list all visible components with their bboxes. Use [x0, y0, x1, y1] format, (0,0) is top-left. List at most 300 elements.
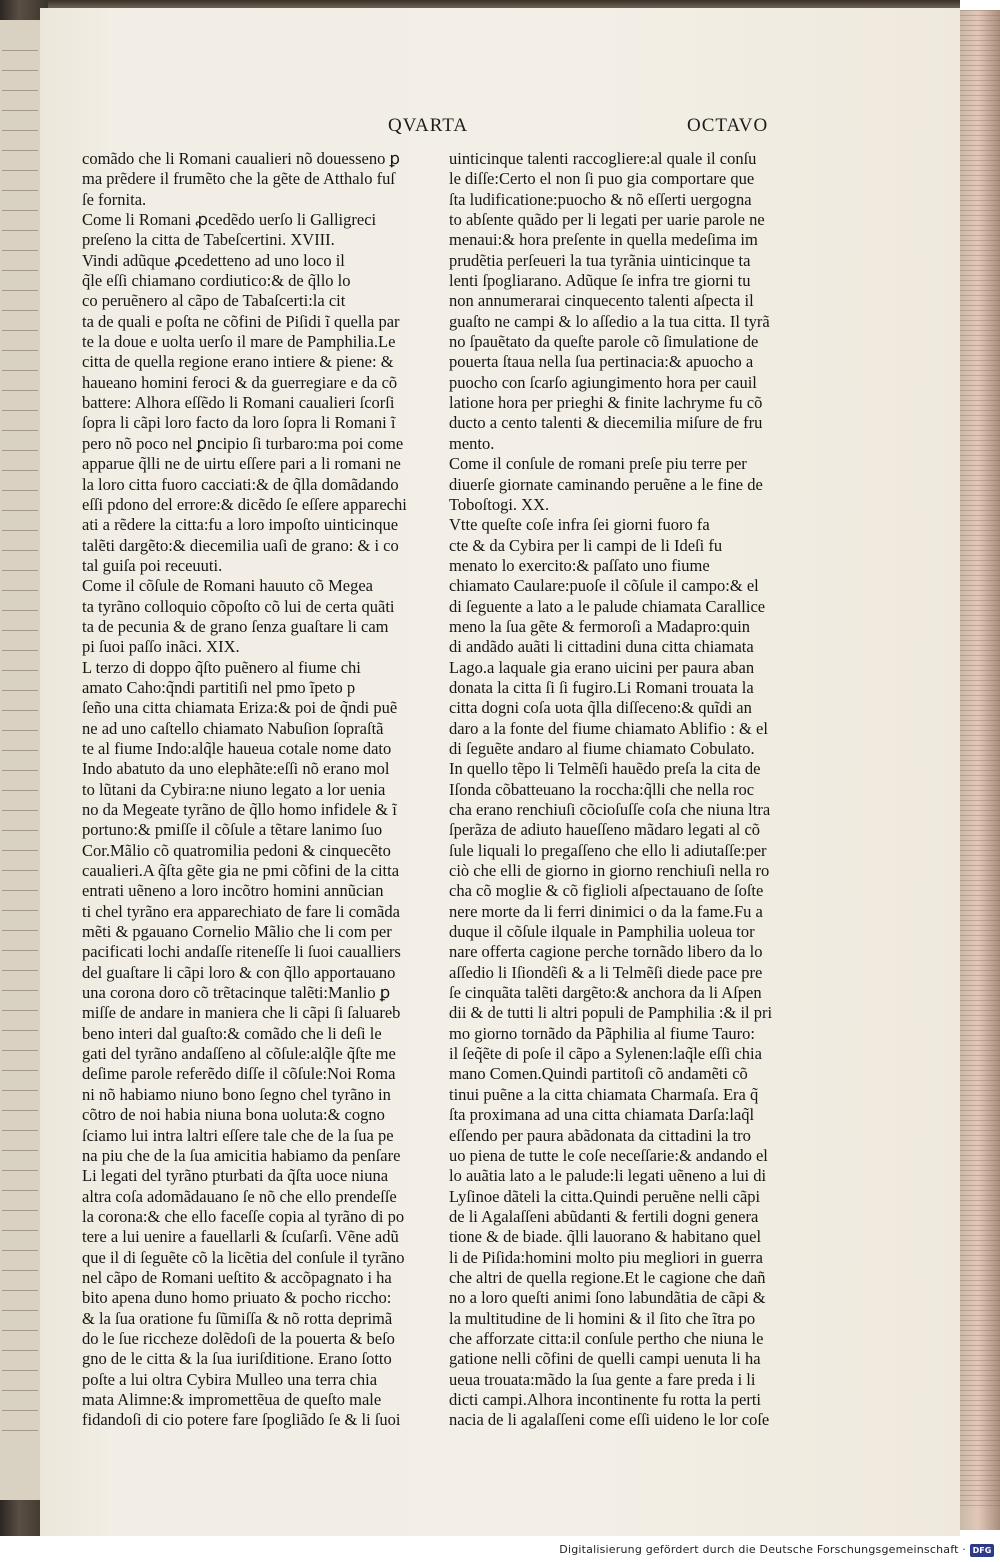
text-line: Cor.Mãlio cõ quatromilia pedoni & cinquecẽto [82, 840, 391, 860]
text-line: menaui:& hora preſente in quella medeſima im [449, 230, 758, 250]
page-edge-stripe [960, 65, 1000, 66]
page-edge-stripe [960, 30, 1000, 31]
ghost-text-line [2, 290, 38, 291]
text-line: to lũtani da Cybira:ne niuno legato a lor uenia [82, 779, 386, 799]
page-edge-stripe [960, 745, 1000, 746]
ghost-text-line [2, 430, 38, 431]
page-edge-stripe [960, 1410, 1000, 1411]
text-line: nacia de li agalaſſeni come eſſi uideno le lor coſe [449, 1410, 770, 1430]
page-edge-stripe [960, 780, 1000, 781]
page-edge-stripe [960, 600, 1000, 601]
page-edge-stripe [960, 1090, 1000, 1091]
page-edge-stripe [960, 105, 1000, 106]
page-edge-stripe [960, 465, 1000, 466]
dfg-logo: DFG [970, 1544, 994, 1557]
page-edge-stripe [960, 310, 1000, 311]
page-edge-stripe [960, 1025, 1000, 1026]
page-edge-stripe [960, 855, 1000, 856]
page-edge-stripe [960, 875, 1000, 876]
page-edge-stripe [960, 45, 1000, 46]
page-edge-stripe [960, 1070, 1000, 1071]
page-edge-stripe [960, 685, 1000, 686]
text-line: mano Comen.Quindi partitoſi cõ andamẽti cõ [449, 1064, 748, 1084]
page-edge-stripe [960, 35, 1000, 36]
page-edge-stripe [960, 955, 1000, 956]
page-edge-stripe [960, 990, 1000, 991]
ghost-text-line [2, 710, 38, 711]
page-edge-stripe [960, 1220, 1000, 1221]
page-edge-stripe [960, 1255, 1000, 1256]
page-edge-stripe [960, 1250, 1000, 1251]
page-edge-stripe [960, 170, 1000, 171]
page-edge-stripe [960, 595, 1000, 596]
text-line: daro a la fonte del fiume chiamato Ablifio : & el [449, 718, 768, 738]
page-edge-stripe [960, 495, 1000, 496]
text-line: ueua trouata:mãdo la ſua gente a fare preda i li [449, 1369, 756, 1389]
page-edge-stripe [960, 1195, 1000, 1196]
page-edge-stripe [960, 690, 1000, 691]
text-line: te al fiume Indo:alq̃le haueua cotale nome dato [82, 738, 392, 758]
page-edge-stripe [960, 1245, 1000, 1246]
text-line: ducto a cento talenti & diecemilia miſure de fru [449, 413, 763, 433]
page-edge-stripe [960, 865, 1000, 866]
page-edge-stripe [960, 370, 1000, 371]
page-edge-stripe [960, 670, 1000, 671]
page-edge-stripe [960, 205, 1000, 206]
page-edge-stripe [960, 20, 1000, 21]
text-line: portuno:& pmiſſe il cõſule a tẽtare lanimo ſuo [82, 820, 383, 840]
page-edge-stripe [960, 1390, 1000, 1391]
page-edge-stripe [960, 1150, 1000, 1151]
text-line: pero nõ poco nel ꝑncipio ſi turbaro:ma poi come [82, 433, 404, 453]
page-edge-stripe [960, 410, 1000, 411]
page-edge-stripe [960, 710, 1000, 711]
text-line: tione & de biade. q̃lli lauorano & habitano quel [449, 1227, 762, 1247]
page-edge-stripe [960, 945, 1000, 946]
page-edge-stripe [960, 500, 1000, 501]
page-edge-stripe [960, 155, 1000, 156]
page-edge-stripe [960, 1185, 1000, 1186]
page-edge-stripe [960, 805, 1000, 806]
page-edge-stripe [960, 125, 1000, 126]
text-line: ſule liquali lo pregaſſeno che ello li adiutaſſe:per [449, 840, 767, 860]
page-edge-stripe [960, 530, 1000, 531]
page-edge-stripe [960, 1050, 1000, 1051]
page-edge-stripe [960, 920, 1000, 921]
page-edge-stripe [960, 605, 1000, 606]
page-edge-stripe [960, 140, 1000, 141]
ghost-text-line [2, 1310, 38, 1311]
ghost-text-line [2, 50, 38, 51]
page-edge-stripe [960, 655, 1000, 656]
page-edge-stripe [960, 905, 1000, 906]
page-edge-stripe [960, 1105, 1000, 1106]
page-edge-stripe [960, 755, 1000, 756]
text-line: uinticinque talenti raccogliere:al quale il conſu [449, 149, 757, 168]
page-edge-stripe [960, 450, 1000, 451]
ghost-text-line [2, 110, 38, 111]
page-edge-stripe [960, 405, 1000, 406]
ghost-text-line [2, 250, 38, 251]
page-edge-stripe [960, 70, 1000, 71]
ghost-text-line [2, 1090, 38, 1091]
page-edge-stripe [960, 900, 1000, 901]
previous-page-edge [0, 20, 42, 1500]
page-edge-stripe [960, 200, 1000, 201]
ghost-text-line [2, 670, 38, 671]
page-edge-stripe [960, 1190, 1000, 1191]
text-line: ti chel tyrãno era apparechiato de fare li comãda [82, 901, 400, 921]
page-edge-stripe [960, 300, 1000, 301]
text-line: L terzo di doppo q̃ſto puẽnero al fiume chi [82, 657, 361, 677]
ghost-text-line [2, 1410, 38, 1411]
page-edge-stripe [960, 1325, 1000, 1326]
text-line: il ſeq̃ẽte di poſe il cãpo a Sylenen:laq̃le eſſi chia [449, 1044, 762, 1064]
text-line: Come li Romani ꝓcedẽdo uerſo li Galligreci [82, 210, 377, 230]
running-header-right: OCTAVO [687, 115, 769, 136]
page-edge-stripe [960, 150, 1000, 151]
page-edge-stripe [960, 1290, 1000, 1291]
text-line: bito apena duno homo priuato & pocho riccho: [82, 1288, 392, 1308]
text-line: deſime parole referẽdo diſſe il cõſule:Noi Roma [82, 1064, 396, 1084]
ghost-text-line [2, 1170, 38, 1171]
page-edge-stripe [960, 795, 1000, 796]
page-edge-stripe [960, 345, 1000, 346]
page-edge-stripe [960, 1455, 1000, 1456]
text-line: uo piena de tutte le coſe neceſſarie:& andando el [449, 1145, 768, 1165]
page-edge-stripe [960, 320, 1000, 321]
text-line: eſſi pdono del errore:& dicẽdo ſe eſſere apparechi [82, 494, 407, 514]
page-edge-stripe [960, 1215, 1000, 1216]
ghost-text-line [2, 1030, 38, 1031]
page-edge-stripe [960, 1060, 1000, 1061]
text-line: di ſeguẽte andaro al fiume chiamato Cobulato. [449, 738, 755, 758]
text-line: mento. [449, 433, 495, 453]
page-edge-stripe [960, 1335, 1000, 1336]
text-line: fidandoſi di cio potere fare ſpogliãdo ſe & li ſuoi [82, 1410, 401, 1430]
page-edge-stripe [960, 660, 1000, 661]
page-edge-stripe [960, 1075, 1000, 1076]
page-edge-stripe [960, 290, 1000, 291]
page-edge-stripe [960, 1135, 1000, 1136]
page-edge-stripe [960, 10, 1000, 11]
page-edge-stripe [960, 15, 1000, 16]
ghost-text-line [2, 870, 38, 871]
page-edge-stripe [960, 770, 1000, 771]
ghost-text-line [2, 1290, 38, 1291]
text-line: no ſpauẽtato da queſte parole cõ ſimulatione de [449, 332, 759, 352]
ghost-text-line [2, 1430, 38, 1431]
ghost-text-line [2, 1110, 38, 1111]
page-edge-stripe [960, 635, 1000, 636]
page-edge-stripe [960, 280, 1000, 281]
text-line: cha cõ moglie & cõ figlioli aſpectauano de ſoſte [449, 881, 764, 901]
page-edge-stripe [960, 720, 1000, 721]
page-edge-stripe [960, 830, 1000, 831]
text-line: to abſente quãdo per li legati per uarie parole ne [449, 210, 765, 230]
ghost-text-line [2, 510, 38, 511]
page-edge-stripe [960, 210, 1000, 211]
text-line: lenti ſpogliarano. Adũque ſe infra tre giorni tu [449, 271, 751, 291]
text-column-right [449, 149, 794, 1431]
page-edge-stripe [960, 135, 1000, 136]
page-edge-stripe [960, 220, 1000, 221]
page-edge-stripe [960, 1125, 1000, 1126]
page-edge-stripe [960, 820, 1000, 821]
page-edge-stripe [960, 1490, 1000, 1491]
ghost-text-line [2, 950, 38, 951]
page-edge-stripe [960, 480, 1000, 481]
page-edge-stripe [960, 740, 1000, 741]
page-edge-stripe [960, 1360, 1000, 1361]
text-line: ſta ludificatione:puocho & nõ eſſerti uergogna [449, 189, 752, 209]
page-edge-stripe [960, 110, 1000, 111]
ghost-text-line [2, 410, 38, 411]
ghost-text-line [2, 790, 38, 791]
text-line: ciò che elli de giorno in giorno renchiuſi nella ro [449, 861, 770, 881]
page-edge-stripe [960, 1460, 1000, 1461]
ghost-text-line [2, 1270, 38, 1271]
page-edge-stripe [960, 1100, 1000, 1101]
text-line: mẽti & pgauano Cornelio Mãlio che li com per [82, 922, 392, 942]
ghost-text-line [2, 270, 38, 271]
page-edge-stripe [960, 885, 1000, 886]
page-edge-stripe [960, 1200, 1000, 1201]
text-line: ſe cinquãta talẽti dargẽto:& anchora da li Aſpen [449, 983, 762, 1003]
text-line: mo giorno tornãdo da Pãphilia al fiume Tauro: [449, 1023, 756, 1043]
page-edge-stripe [960, 485, 1000, 486]
page-edge-stripe [960, 840, 1000, 841]
page-edge-stripe [960, 75, 1000, 76]
page-edge-stripe [960, 435, 1000, 436]
text-line: dicti campi.Alhora incontinente fu rotta la perti [449, 1389, 762, 1409]
page-edge-stripe [960, 835, 1000, 836]
page-edge-stripe [960, 1495, 1000, 1496]
text-line: poſte a lui oltra Cybira Mulleo una terra chia [82, 1369, 378, 1389]
page-edge-stripe [960, 1450, 1000, 1451]
page-edge-stripe [960, 1205, 1000, 1206]
page-edge-stripe [960, 285, 1000, 286]
text-line: ſeño una citta chiamata Eriza:& poi de q̃ndi puẽ [82, 698, 398, 718]
running-header-left: QVARTA [388, 115, 469, 136]
text-line: que il di ſeguẽte cõ la licẽtia del conſule il tyrãno [82, 1247, 405, 1267]
text-line: Come il cõſule de Romani hauuto cõ Megea [82, 576, 373, 596]
text-line: del guaſtare li cãpi loro & con q̃llo apportauano [82, 962, 396, 982]
page-edge-stripe [960, 130, 1000, 131]
text-line: prudẽtia perſeueri la tua tyrãnia uinticinque ta [449, 250, 751, 270]
footer-credit: Digitalisierung gefördert durch die Deutsche Forschungsgemeinschaft · [559, 1543, 966, 1556]
text-line: altra coſa adomãdauano ſe nõ che ello prendeſſe [82, 1186, 397, 1206]
page-edge-stripe [960, 440, 1000, 441]
ghost-text-line [2, 190, 38, 191]
text-line: cõtro de noi habia niuna bona uoluta:& cogno [82, 1105, 385, 1125]
text-line: gati del tyrãno andaſſeno al cõſule:alq̃le q̃ſte me [82, 1044, 396, 1064]
page-edge-stripe [960, 215, 1000, 216]
ghost-text-line [2, 1330, 38, 1331]
text-line: cte & da Cybira per li campi de li Ideſi fu [449, 535, 723, 555]
ghost-text-line [2, 910, 38, 911]
text-line: di andãdo auãti li cittadini duna citta chiamata [449, 637, 754, 657]
page-edge-stripe [960, 1035, 1000, 1036]
page-edge-stripe [960, 1485, 1000, 1486]
ghost-text-line [2, 1130, 38, 1131]
page-edge-stripe [960, 560, 1000, 561]
page-edge-stripe [960, 1415, 1000, 1416]
page-edge-stripe [960, 335, 1000, 336]
ghost-text-line [2, 210, 38, 211]
text-line: battere: Alhora eſſẽdo li Romani caualieri ſcorſi [82, 393, 395, 413]
page-edge-stripe [960, 940, 1000, 941]
page-edge-stripe [960, 270, 1000, 271]
page-edge-stripe [960, 790, 1000, 791]
page-edge-stripe [960, 715, 1000, 716]
text-line: nere morte da li ferri dinimici o da la fame.Fu a [449, 901, 763, 921]
page-edge-stripe [960, 1505, 1000, 1506]
ghost-text-line [2, 970, 38, 971]
text-line: donata la citta ſi ſi fugiro.Li Romani trouata la [449, 677, 754, 697]
page-edge-stripe [960, 1425, 1000, 1426]
text-line: ta de quali e poſta ne cõfini de Piſidi ĩ quella par [82, 311, 400, 331]
page-edge-stripe [960, 675, 1000, 676]
page-edge-stripe [960, 1310, 1000, 1311]
page-edge-stripe [960, 305, 1000, 306]
text-line: pi ſuoi paſſo inãci. XIX. [82, 637, 240, 657]
page-edge-stripe [960, 60, 1000, 61]
text-line: aſſedio li Iſiondẽſi & a li Telmẽſi diede pace pre [449, 962, 763, 982]
text-line: ati a rẽdere la citta:fu a loro impoſto uinticinque [82, 515, 399, 535]
page-edge-stripe [960, 330, 1000, 331]
page-edge-stripe [960, 1235, 1000, 1236]
ghost-text-line [2, 490, 38, 491]
text-line: citta dogni coſa uota q̃lla diſſeceno:& quĩdi an [449, 698, 752, 718]
text-line: ſe fornita. [82, 189, 147, 209]
page-edge-stripe [960, 415, 1000, 416]
page-edge-stripe [960, 360, 1000, 361]
page-edge-stripe [960, 1120, 1000, 1121]
page-edge-stripe [960, 1140, 1000, 1141]
page-edge-stripe [960, 95, 1000, 96]
page-edge-stripe [960, 1225, 1000, 1226]
page-edge-stripe [960, 925, 1000, 926]
page-edge-stripe [960, 1385, 1000, 1386]
text-line: menato lo exercito:& paſſato uno fiume [449, 555, 710, 575]
ghost-text-line [2, 1050, 38, 1051]
page-edge-stripe [960, 420, 1000, 421]
text-line: do le ſue riccheze dolẽdoſi de la pouerta & beſo [82, 1328, 395, 1348]
page-edge-stripe [960, 610, 1000, 611]
ghost-text-line [2, 810, 38, 811]
ghost-text-line [2, 70, 38, 71]
page-edge-stripe [960, 520, 1000, 521]
page-edge-stripe [960, 665, 1000, 666]
page-edge-stripe [960, 1275, 1000, 1276]
page-edge-stripe [960, 1030, 1000, 1031]
text-line: meno la ſua gẽte & fermoroſi a Madapro:quin [449, 616, 751, 636]
text-line: amato Caho:q̃ndi partitiſi nel pmo ĩpeto p [82, 677, 356, 697]
text-line: In quello tẽpo li Telmẽſi hauẽdo preſa la cita de [449, 759, 761, 779]
text-line: talẽti dargẽto:& diecemilia uaſi de grano: & i co [82, 535, 399, 555]
page-edge-stripe [960, 1145, 1000, 1146]
page-edge-stripe [960, 1130, 1000, 1131]
page-edge-stripe [960, 1300, 1000, 1301]
page-edge-stripe [960, 895, 1000, 896]
page-edge-stripe [960, 365, 1000, 366]
text-line: caualieri.A q̃ſta gẽte gia ne pmi cõfini de la citta [82, 861, 400, 881]
text-line: latione hora per prieghi & finite lachryme fu cõ [449, 393, 763, 413]
page-edge-stripe [960, 1000, 1000, 1001]
text-line: nare offerta cagione perche tornãdo libero da lo [449, 942, 763, 962]
page-edge-stripe [960, 545, 1000, 546]
ghost-text-line [2, 850, 38, 851]
text-line: entrati uẽneno a loro incõtro homini annũcian [82, 881, 384, 901]
page-edge-stripe [960, 985, 1000, 986]
text-line: Toboſtogi. XX. [449, 494, 550, 514]
page-edge-stripe [960, 810, 1000, 811]
text-line: lo auãtia lato a le palude:li legati uẽneno a lui di [449, 1166, 767, 1186]
page-edge-stripe [960, 550, 1000, 551]
page-edge-stripe [960, 1005, 1000, 1006]
page-edge-stripe [960, 235, 1000, 236]
page-edge-stripe [960, 640, 1000, 641]
ghost-text-line [2, 730, 38, 731]
page-edge-stripe [960, 525, 1000, 526]
text-line: li de Piſida:homini molto piu megliori in guerra [449, 1247, 763, 1267]
page-edge-stripe [960, 1160, 1000, 1161]
page-edge-stripe [960, 1380, 1000, 1381]
page-edge-stripe [960, 730, 1000, 731]
page-edge-stripe [960, 385, 1000, 386]
ghost-text-line [2, 1190, 38, 1191]
ghost-text-line [2, 1350, 38, 1351]
text-line: Lago.a laquale gia erano uicini per paura aban [449, 657, 755, 677]
ghost-text-line [2, 310, 38, 311]
page-edge-stripe [960, 915, 1000, 916]
ghost-text-line [2, 750, 38, 751]
page-edge-stripe [960, 1470, 1000, 1471]
page-edge-stripe [960, 195, 1000, 196]
page-edge-stripe [960, 1405, 1000, 1406]
page-edge-stripe [960, 315, 1000, 316]
text-line: te la doue e uolta uerſo il mare de Pamphilia.Le [82, 332, 396, 352]
page-edge-stripe [960, 145, 1000, 146]
page-edge-stripe [960, 460, 1000, 461]
text-line: no a loro queſti animi ſono labundãtia de cãpi & [449, 1288, 766, 1308]
page-fore-edge [960, 10, 1000, 1530]
page-edge-stripe [960, 825, 1000, 826]
page-edge-stripe [960, 225, 1000, 226]
page-edge-stripe [960, 390, 1000, 391]
text-line: ſta proximana ad una citta chiamata Darſa:laq̃l [449, 1105, 755, 1125]
text-line: le diſſe:Certo el non ſi puo gia comportare que [449, 169, 755, 189]
ghost-text-line [2, 930, 38, 931]
ghost-text-line [2, 830, 38, 831]
page-edge-stripe [960, 1045, 1000, 1046]
page-edge-stripe [960, 1285, 1000, 1286]
text-line: ſopra li cãpi loro facto da loro ſopra li Romani ĩ [82, 413, 396, 433]
page-edge-stripe [960, 40, 1000, 41]
page-edge-stripe [960, 1270, 1000, 1271]
ghost-text-line [2, 1070, 38, 1071]
page-edge-stripe [960, 570, 1000, 571]
page-edge-stripe [960, 1465, 1000, 1466]
text-line: Vtte queſte coſe infra ſei giorni fuoro fa [449, 515, 710, 535]
ghost-text-line [2, 170, 38, 171]
page-edge-stripe [960, 935, 1000, 936]
text-line: co peruẽnero al cãpo de Tabaſcerti:la cit [82, 291, 346, 311]
page-edge-stripe [960, 1280, 1000, 1281]
page-edge-stripe [960, 1370, 1000, 1371]
text-line: miſſe de andare in maniera che li cãpi ſi ſaluareb [82, 1003, 401, 1023]
